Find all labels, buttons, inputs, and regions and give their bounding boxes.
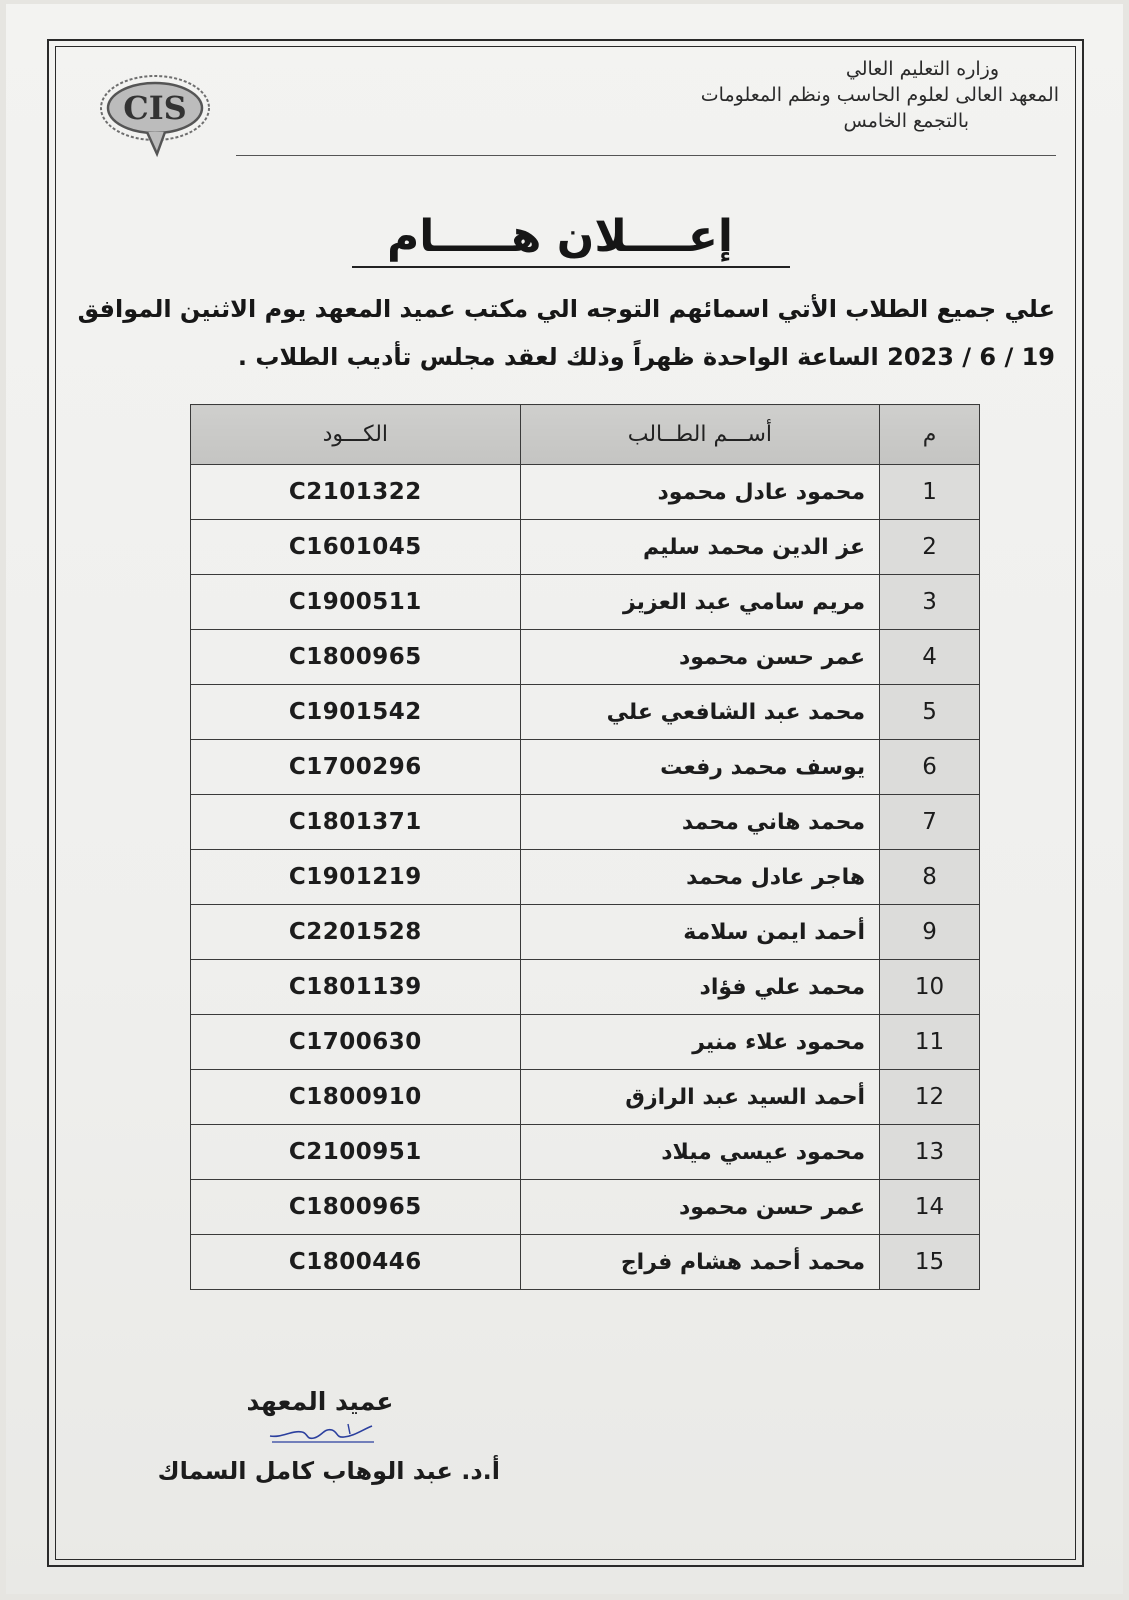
student-code: C1900511 bbox=[191, 575, 521, 630]
announcement-line-1: علي جميع الطلاب الأتي اسمائهم التوجه الي مكتب عميد المعهد يوم الاثنين الموافق bbox=[77, 295, 1055, 323]
table-header-row bbox=[191, 405, 980, 465]
table-body bbox=[191, 465, 980, 1290]
signatory-name: أ.د. عبد الوهاب كامل السماك bbox=[157, 1457, 500, 1485]
student-name: محمود عادل محمود bbox=[520, 465, 879, 520]
student-name: محمود علاء منير bbox=[520, 1015, 879, 1070]
student-code: C1700296 bbox=[191, 740, 521, 795]
student-code: C1700630 bbox=[191, 1015, 521, 1070]
row-number: 2 bbox=[880, 520, 980, 575]
row-number: 1 bbox=[880, 465, 980, 520]
institution-header bbox=[539, 56, 1059, 134]
svg-text:CIS: CIS bbox=[123, 89, 187, 127]
row-number: 8 bbox=[880, 850, 980, 905]
student-code: C2201528 bbox=[191, 905, 521, 960]
student-code: C2100951 bbox=[191, 1125, 521, 1180]
table-row bbox=[191, 795, 980, 850]
announcement-title: إعــــلان هـــــام bbox=[386, 211, 734, 262]
cis-logo bbox=[95, 70, 215, 166]
table-row bbox=[191, 630, 980, 685]
student-name: محمد هاني محمد bbox=[520, 795, 879, 850]
row-number: 9 bbox=[880, 905, 980, 960]
row-number: 3 bbox=[880, 575, 980, 630]
row-number: 6 bbox=[880, 740, 980, 795]
student-name: أحمد ايمن سلامة bbox=[520, 905, 879, 960]
institute-location: بالتجمع الخامس bbox=[843, 110, 969, 132]
table-row bbox=[191, 685, 980, 740]
row-number: 15 bbox=[880, 1235, 980, 1290]
ministry-name: وزاره التعليم العالي bbox=[845, 58, 999, 80]
table-row bbox=[191, 1015, 980, 1070]
title-underline bbox=[352, 266, 790, 268]
student-name: هاجر عادل محمد bbox=[520, 850, 879, 905]
row-number: 10 bbox=[880, 960, 980, 1015]
student-name: عز الدين محمد سليم bbox=[520, 520, 879, 575]
table-row bbox=[191, 465, 980, 520]
row-number: 12 bbox=[880, 1070, 980, 1125]
header-name: أســـم الطــالب bbox=[520, 405, 879, 465]
table-row bbox=[191, 1235, 980, 1290]
header-code: الكـــود bbox=[191, 405, 521, 465]
announcement-body bbox=[77, 285, 1055, 381]
announcement-line-2: 19 / 6 / 2023 الساعة الواحدة ظهراً وذلك لعقد مجلس تأديب الطلاب . bbox=[237, 343, 1055, 371]
student-name: أحمد السيد عبد الرازق bbox=[520, 1070, 879, 1125]
header-divider bbox=[236, 155, 1056, 156]
table-row bbox=[191, 850, 980, 905]
student-code: C1901219 bbox=[191, 850, 521, 905]
student-name: مريم سامي عبد العزيز bbox=[520, 575, 879, 630]
student-name: محمد علي فؤاد bbox=[520, 960, 879, 1015]
student-name: محمد أحمد هشام فراج bbox=[520, 1235, 879, 1290]
student-code: C1901542 bbox=[191, 685, 521, 740]
student-code: C1800965 bbox=[191, 1180, 521, 1235]
header-num: م bbox=[880, 405, 980, 465]
student-code: C1601045 bbox=[191, 520, 521, 575]
table-row bbox=[191, 905, 980, 960]
student-code: C1800965 bbox=[191, 630, 521, 685]
row-number: 13 bbox=[880, 1125, 980, 1180]
student-name: محمد عبد الشافعي علي bbox=[520, 685, 879, 740]
student-name: عمر حسن محمود bbox=[520, 630, 879, 685]
student-code: C1801371 bbox=[191, 795, 521, 850]
table-row bbox=[191, 960, 980, 1015]
table-row bbox=[191, 1125, 980, 1180]
student-code: C1800910 bbox=[191, 1070, 521, 1125]
student-code: C2101322 bbox=[191, 465, 521, 520]
student-name: يوسف محمد رفعت bbox=[520, 740, 879, 795]
table-row bbox=[191, 575, 980, 630]
row-number: 4 bbox=[880, 630, 980, 685]
student-table bbox=[190, 404, 980, 1290]
table-row bbox=[191, 740, 980, 795]
row-number: 7 bbox=[880, 795, 980, 850]
row-number: 14 bbox=[880, 1180, 980, 1235]
signature-title: عميد المعهد bbox=[246, 1387, 394, 1416]
institute-name: المعهد العالى لعلوم الحاسب ونظم المعلومات bbox=[700, 84, 1059, 106]
table-row bbox=[191, 1070, 980, 1125]
student-name: محمود عيسي ميلاد bbox=[520, 1125, 879, 1180]
table-row bbox=[191, 1180, 980, 1235]
handwritten-signature bbox=[262, 1418, 382, 1448]
row-number: 5 bbox=[880, 685, 980, 740]
table-row bbox=[191, 520, 980, 575]
row-number: 11 bbox=[880, 1015, 980, 1070]
student-name: عمر حسن محمود bbox=[520, 1180, 879, 1235]
student-code: C1801139 bbox=[191, 960, 521, 1015]
student-code: C1800446 bbox=[191, 1235, 521, 1290]
